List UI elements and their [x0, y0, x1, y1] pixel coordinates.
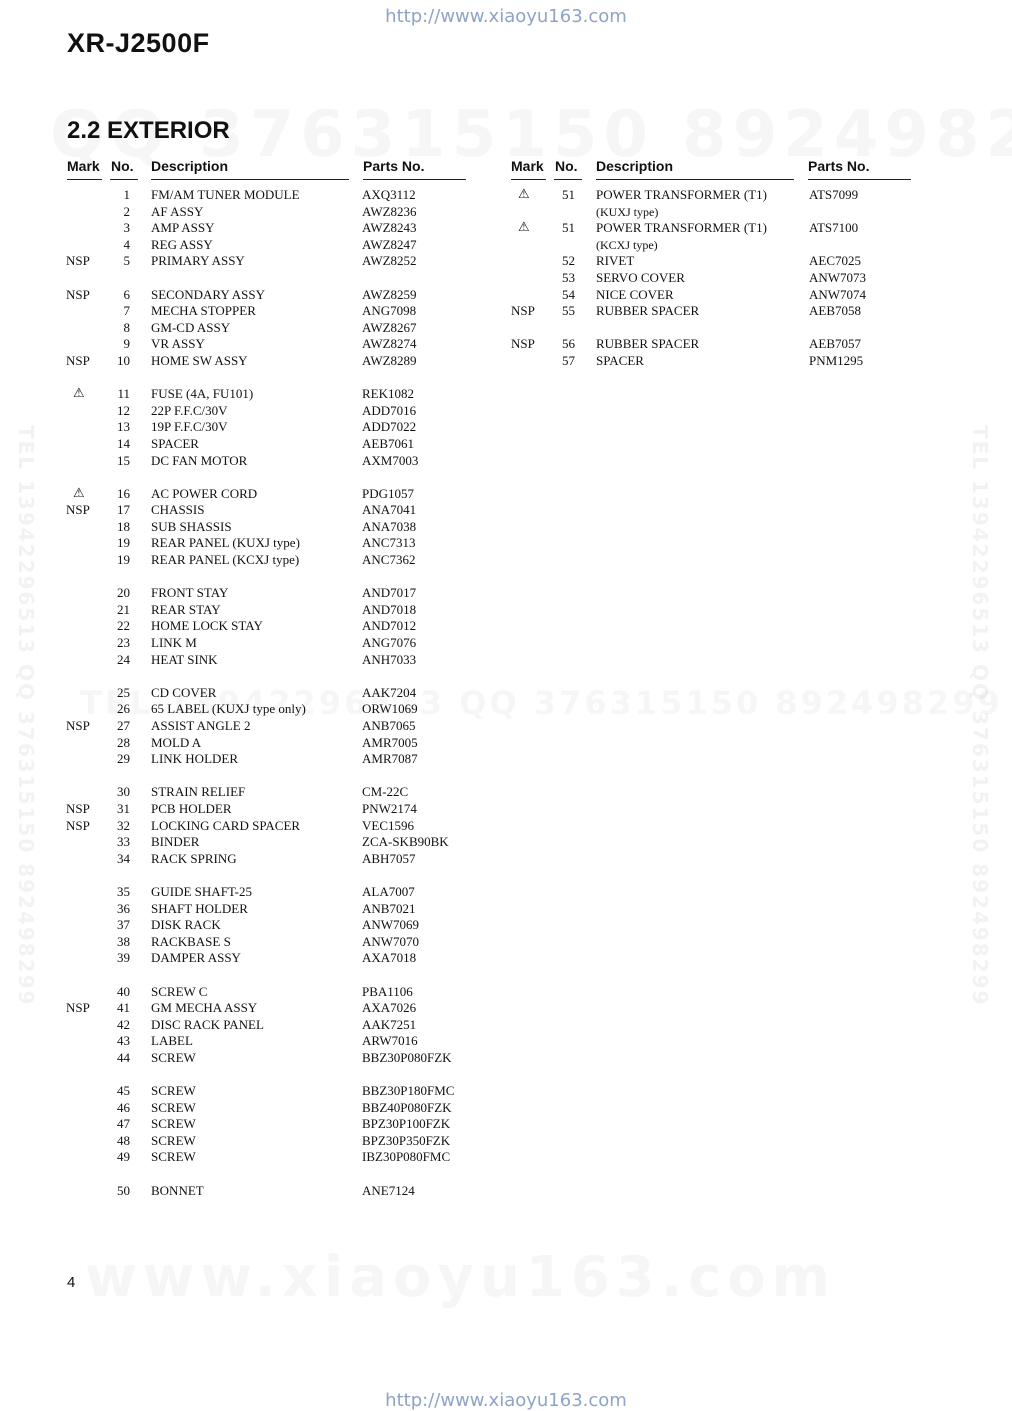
- parts-row: [66, 502, 486, 519]
- parts-row: [66, 984, 486, 1001]
- part-number: ANH7033: [362, 651, 417, 667]
- item-number: 48: [117, 1132, 130, 1148]
- right-header-parts-no: Parts No.: [808, 158, 870, 174]
- part-number: ATS7099: [809, 187, 859, 202]
- parts-row: [66, 735, 486, 752]
- parts-row: [66, 336, 486, 353]
- mark-cell: NSP: [66, 800, 90, 816]
- parts-row: [66, 917, 486, 934]
- left-header-parts-no: Parts No.: [363, 158, 425, 174]
- item-description: RUBBER SPACER: [596, 303, 700, 319]
- parts-row: [511, 220, 931, 237]
- item-description: SCREW: [151, 1149, 196, 1165]
- item-number: 8: [123, 319, 130, 335]
- parts-row: [66, 403, 486, 420]
- item-number: 23: [117, 635, 130, 651]
- item-number: 56: [562, 336, 575, 352]
- right-header-description: Description: [596, 158, 674, 174]
- item-description: FM/AM TUNER MODULE: [151, 187, 300, 202]
- item-description: SERVO COVER: [596, 269, 685, 285]
- parts-row: [66, 602, 486, 619]
- page-number: 4: [67, 1274, 76, 1291]
- parts-row: [66, 1033, 486, 1050]
- left-underline-description: [151, 179, 349, 180]
- item-number: 18: [117, 518, 130, 534]
- item-description: SCREW: [151, 1099, 196, 1115]
- mark-cell: NSP: [511, 336, 535, 352]
- item-number: 44: [117, 1049, 130, 1065]
- parts-row: [66, 1083, 486, 1100]
- item-number: 1: [123, 187, 130, 202]
- item-number: 27: [117, 718, 130, 733]
- parts-row: [66, 834, 486, 851]
- parts-row: [66, 1050, 486, 1067]
- parts-row: [66, 635, 486, 652]
- item-description: MECHA STOPPER: [151, 303, 256, 319]
- item-description: HOME LOCK STAY: [151, 618, 263, 634]
- parts-row: [66, 535, 486, 552]
- item-number: 35: [117, 883, 130, 899]
- item-number: 42: [117, 1016, 130, 1032]
- item-description: AMP ASSY: [151, 220, 215, 236]
- item-description: VR ASSY: [151, 336, 205, 352]
- right-underline-mark: [511, 179, 546, 180]
- item-number: 51: [562, 220, 575, 236]
- item-number: 26: [117, 701, 130, 717]
- parts-row: [66, 701, 486, 718]
- parts-row: [66, 818, 486, 835]
- item-number: 41: [117, 1000, 130, 1016]
- parts-row: [66, 204, 486, 221]
- item-description: LINK M: [151, 635, 197, 651]
- part-number: IBZ30P080FMC: [362, 1149, 451, 1165]
- parts-row: [66, 386, 486, 403]
- parts-row-subtext: [511, 204, 931, 221]
- item-description: REAR PANEL (KUXJ type): [151, 535, 300, 551]
- watermark-vertical-right: TEL 13942296513 QQ 376315150 892498299: [968, 425, 992, 1007]
- part-number: AXA7026: [362, 1000, 417, 1016]
- item-number: 9: [123, 336, 130, 352]
- part-number: BPZ30P100FZK: [362, 1116, 451, 1132]
- part-number: AAK7204: [362, 684, 417, 700]
- item-description: SUB SHASSIS: [151, 518, 232, 534]
- item-description: MOLD A: [151, 734, 202, 750]
- part-number: ARW7016: [362, 1033, 418, 1049]
- parts-row: [66, 419, 486, 436]
- item-description: CD COVER: [151, 684, 217, 700]
- parts-row: [66, 436, 486, 453]
- part-number: ANC7362: [362, 552, 416, 568]
- part-number: BBZ30P180FMC: [362, 1083, 455, 1099]
- item-number: 19: [117, 535, 130, 551]
- left-underline-no: [110, 179, 138, 180]
- item-description: CHASSIS: [151, 502, 205, 518]
- watermark-url-top: http://www.xiaoyu163.com: [385, 6, 627, 27]
- parts-row: [511, 353, 931, 370]
- part-number: PDG1057: [362, 485, 415, 501]
- part-number: ANA7041: [362, 502, 417, 518]
- item-number: 11: [117, 386, 130, 402]
- item-description: BINDER: [151, 834, 200, 850]
- item-description: FRONT STAY: [151, 585, 229, 601]
- part-number: AWZ8243: [362, 220, 417, 236]
- item-number: 46: [117, 1099, 130, 1115]
- parts-row: [66, 884, 486, 901]
- part-number: ANW7069: [362, 917, 420, 933]
- item-description: SPACER: [596, 352, 644, 368]
- item-number: 2: [123, 203, 130, 219]
- item-number: 13: [117, 419, 130, 435]
- item-number: 49: [117, 1149, 130, 1165]
- parts-row: [66, 618, 486, 635]
- item-number: 24: [117, 651, 130, 667]
- item-number: 6: [123, 286, 130, 302]
- item-description: POWER TRANSFORMER (T1): [596, 187, 767, 202]
- item-description: REG ASSY: [151, 236, 213, 252]
- part-number: PNW2174: [362, 800, 417, 816]
- watermark-bottom-large: [85, 1245, 836, 1310]
- item-description: SPACER: [151, 435, 199, 451]
- left-parts-table: [66, 187, 486, 1199]
- part-number: AEC7025: [809, 253, 861, 269]
- item-number: 4: [123, 236, 130, 252]
- part-number: ORW1069: [362, 701, 418, 717]
- item-description: SCREW: [151, 1083, 196, 1099]
- item-description: REAR PANEL (KCXJ type): [151, 552, 300, 568]
- item-description: DC FAN MOTOR: [151, 452, 248, 468]
- part-number: AXM7003: [362, 452, 419, 468]
- item-number: 10: [117, 352, 130, 368]
- parts-row: [66, 237, 486, 254]
- part-number: AMR7087: [362, 751, 418, 767]
- parts-row: [66, 934, 486, 951]
- parts-row: [511, 253, 931, 270]
- part-number: AWZ8252: [362, 253, 417, 269]
- left-underline-mark: [67, 179, 102, 180]
- item-number: 17: [117, 502, 130, 518]
- parts-row: [66, 585, 486, 602]
- part-number: AND7018: [362, 601, 417, 617]
- item-description: STRAIN RELIEF: [151, 784, 246, 800]
- item-number: 52: [562, 253, 575, 269]
- part-number: ANG7076: [362, 635, 417, 651]
- item-description: LOCKING CARD SPACER: [151, 817, 301, 833]
- part-number: ANW7070: [362, 933, 420, 949]
- part-number: PNM1295: [809, 352, 864, 368]
- item-number: 43: [117, 1033, 130, 1049]
- parts-row: [66, 1116, 486, 1133]
- item-description: GM MECHA ASSY: [151, 1000, 258, 1016]
- parts-row: [66, 1000, 486, 1017]
- mark-cell: NSP: [511, 303, 535, 319]
- item-description: 22P F.F.C/30V: [151, 402, 228, 418]
- right-underline-description: [596, 179, 794, 180]
- parts-row: [511, 287, 931, 304]
- item-description: SHAFT HOLDER: [151, 900, 248, 916]
- item-number: 20: [117, 585, 130, 601]
- mark-cell: NSP: [66, 1000, 90, 1016]
- item-number: 7: [123, 303, 130, 319]
- part-number: ADD7022: [362, 419, 417, 435]
- part-number: AXQ3112: [362, 187, 416, 202]
- parts-row: [511, 187, 931, 204]
- item-description-note: (KCXJ type): [596, 237, 658, 252]
- item-description: REAR STAY: [151, 601, 221, 617]
- part-number: VEC1596: [362, 817, 414, 833]
- part-number: ANW7074: [809, 286, 867, 302]
- part-number: AXA7018: [362, 950, 417, 966]
- mark-cell: NSP: [66, 718, 90, 733]
- part-number: ADD7016: [362, 402, 417, 418]
- part-number: AWZ8274: [362, 336, 417, 352]
- item-description: RUBBER SPACER: [596, 336, 700, 352]
- item-description: AC POWER CORD: [151, 485, 258, 501]
- item-description: GUIDE SHAFT-25: [151, 883, 252, 899]
- part-number: AND7017: [362, 585, 417, 601]
- watermark-url-bottom: http://www.xiaoyu163.com: [385, 1390, 627, 1411]
- parts-row: [66, 320, 486, 337]
- part-number: BBZ40P080FZK: [362, 1099, 452, 1115]
- item-number: 25: [117, 684, 130, 700]
- part-number: ANB7065: [362, 718, 416, 733]
- parts-row: [66, 303, 486, 320]
- item-description: FUSE (4A, FU101): [151, 386, 254, 402]
- item-description: GM-CD ASSY: [151, 319, 231, 335]
- item-number: 33: [117, 834, 130, 850]
- item-number: 53: [562, 269, 575, 285]
- item-description: SCREW: [151, 1132, 196, 1148]
- item-number: 32: [117, 817, 130, 833]
- item-description: PCB HOLDER: [151, 800, 232, 816]
- item-number: 37: [117, 917, 130, 933]
- item-description: LABEL: [151, 1033, 193, 1049]
- item-description: SCREW: [151, 1116, 196, 1132]
- parts-row: [66, 552, 486, 569]
- parts-row: [66, 519, 486, 536]
- item-number: 15: [117, 452, 130, 468]
- parts-row: [66, 851, 486, 868]
- item-description: DISC RACK PANEL: [151, 1016, 264, 1032]
- mark-cell: NSP: [66, 817, 90, 833]
- item-number: 55: [562, 303, 575, 319]
- item-number: 38: [117, 933, 130, 949]
- parts-row: [66, 1183, 486, 1200]
- item-description: PRIMARY ASSY: [151, 253, 245, 269]
- left-header-mark: Mark: [67, 158, 100, 174]
- item-number: 5: [123, 253, 130, 269]
- item-number: 30: [117, 784, 130, 800]
- item-description: LINK HOLDER: [151, 751, 239, 767]
- item-number: 34: [117, 850, 130, 866]
- right-underline-parts-no: [808, 179, 911, 180]
- parts-row: [66, 685, 486, 702]
- item-number: 3: [123, 220, 130, 236]
- parts-row: [511, 336, 931, 353]
- item-number: 19: [117, 552, 130, 568]
- left-underline-parts-no: [363, 179, 466, 180]
- part-number: ANB7021: [362, 900, 416, 916]
- part-number: ZCA-SKB90BK: [362, 834, 449, 850]
- right-parts-table: [511, 187, 931, 370]
- part-number: ANE7124: [362, 1182, 415, 1198]
- parts-row: [66, 718, 486, 735]
- parts-row: [511, 303, 931, 320]
- item-number: 51: [562, 187, 575, 202]
- parts-row: [66, 287, 486, 304]
- mark-cell: NSP: [66, 502, 90, 518]
- item-number: 54: [562, 286, 575, 302]
- item-number: 21: [117, 601, 130, 617]
- part-number: AWZ8236: [362, 203, 417, 219]
- item-description: DAMPER ASSY: [151, 950, 241, 966]
- parts-row: [66, 901, 486, 918]
- item-description: DISK RACK: [151, 917, 221, 933]
- parts-row: [511, 270, 931, 287]
- left-header-no: No.: [111, 158, 134, 174]
- parts-row: [66, 1133, 486, 1150]
- part-number: REK1082: [362, 386, 414, 402]
- part-number: CM-22C: [362, 784, 409, 800]
- parts-row: [66, 652, 486, 669]
- item-number: 12: [117, 402, 130, 418]
- item-description-note: (KUXJ type): [596, 204, 659, 219]
- parts-row: [66, 353, 486, 370]
- left-header-description: Description: [151, 158, 229, 174]
- item-description: BONNET: [151, 1182, 204, 1198]
- parts-row: [66, 187, 486, 204]
- part-number: AEB7061: [362, 435, 414, 451]
- part-number: ANW7073: [809, 269, 867, 285]
- part-number: AWZ8259: [362, 286, 417, 302]
- item-number: 16: [117, 485, 130, 501]
- parts-row: [66, 801, 486, 818]
- part-number: ALA7007: [362, 883, 415, 899]
- part-number: AND7012: [362, 618, 417, 634]
- parts-row: [66, 253, 486, 270]
- item-description: HOME SW ASSY: [151, 352, 248, 368]
- item-description: AF ASSY: [151, 203, 204, 219]
- part-number: ANC7313: [362, 535, 416, 551]
- mark-cell: NSP: [66, 352, 90, 368]
- item-number: 36: [117, 900, 130, 916]
- part-number: AWZ8247: [362, 236, 417, 252]
- right-underline-no: [554, 179, 582, 180]
- parts-row: [66, 1017, 486, 1034]
- parts-row: [66, 220, 486, 237]
- item-description: 19P F.F.C/30V: [151, 419, 228, 435]
- right-header-mark: Mark: [511, 158, 544, 174]
- item-description: RACK SPRING: [151, 850, 237, 866]
- section-title: 2.2 EXTERIOR: [67, 117, 230, 144]
- item-description: HEAT SINK: [151, 651, 218, 667]
- item-number: 40: [117, 983, 130, 999]
- part-number: ANG7098: [362, 303, 417, 319]
- item-number: 31: [117, 800, 130, 816]
- item-number: 29: [117, 751, 130, 767]
- item-description: RACKBASE S: [151, 933, 231, 949]
- item-number: 47: [117, 1116, 130, 1132]
- part-number: AAK7251: [362, 1016, 417, 1032]
- item-description: SCREW: [151, 1049, 196, 1065]
- part-number: ANA7038: [362, 518, 417, 534]
- item-description: SECONDARY ASSY: [151, 286, 266, 302]
- part-number: PBA1106: [362, 983, 413, 999]
- parts-row: [66, 1149, 486, 1166]
- part-number: BBZ30P080FZK: [362, 1049, 452, 1065]
- parts-row: [66, 453, 486, 470]
- part-number: ABH7057: [362, 850, 416, 866]
- mark-cell: NSP: [66, 286, 90, 302]
- parts-row: [66, 1100, 486, 1117]
- item-number: 14: [117, 435, 130, 451]
- model-title: XR-J2500F: [67, 28, 210, 58]
- item-description: NICE COVER: [596, 286, 674, 302]
- parts-row: [66, 486, 486, 503]
- watermark-vertical-left: TEL 13942296513 QQ 376315150 892498299: [14, 425, 38, 1007]
- parts-row-subtext: [511, 237, 931, 254]
- part-number: AMR7005: [362, 734, 418, 750]
- part-number: ATS7100: [809, 220, 859, 236]
- part-number: AEB7057: [809, 336, 861, 352]
- item-description: POWER TRANSFORMER (T1): [596, 220, 767, 236]
- item-description: 65 LABEL (KUXJ type only): [151, 701, 306, 717]
- part-number: AWZ8267: [362, 319, 417, 335]
- item-number: 39: [117, 950, 130, 966]
- mark-cell: NSP: [66, 253, 90, 269]
- part-number: AWZ8289: [362, 352, 417, 368]
- item-description: SCREW C: [151, 983, 208, 999]
- parts-row: [66, 751, 486, 768]
- parts-row: [66, 950, 486, 967]
- item-number: 22: [117, 618, 130, 634]
- item-number: 45: [117, 1083, 130, 1099]
- part-number: AEB7058: [809, 303, 861, 319]
- item-description: ASSIST ANGLE 2: [151, 718, 251, 733]
- item-description: RIVET: [596, 253, 635, 269]
- right-header-no: No.: [555, 158, 578, 174]
- parts-row: [66, 784, 486, 801]
- item-number: 57: [562, 352, 575, 368]
- item-number: 50: [117, 1182, 130, 1198]
- item-number: 28: [117, 734, 130, 750]
- part-number: BPZ30P350FZK: [362, 1132, 451, 1148]
